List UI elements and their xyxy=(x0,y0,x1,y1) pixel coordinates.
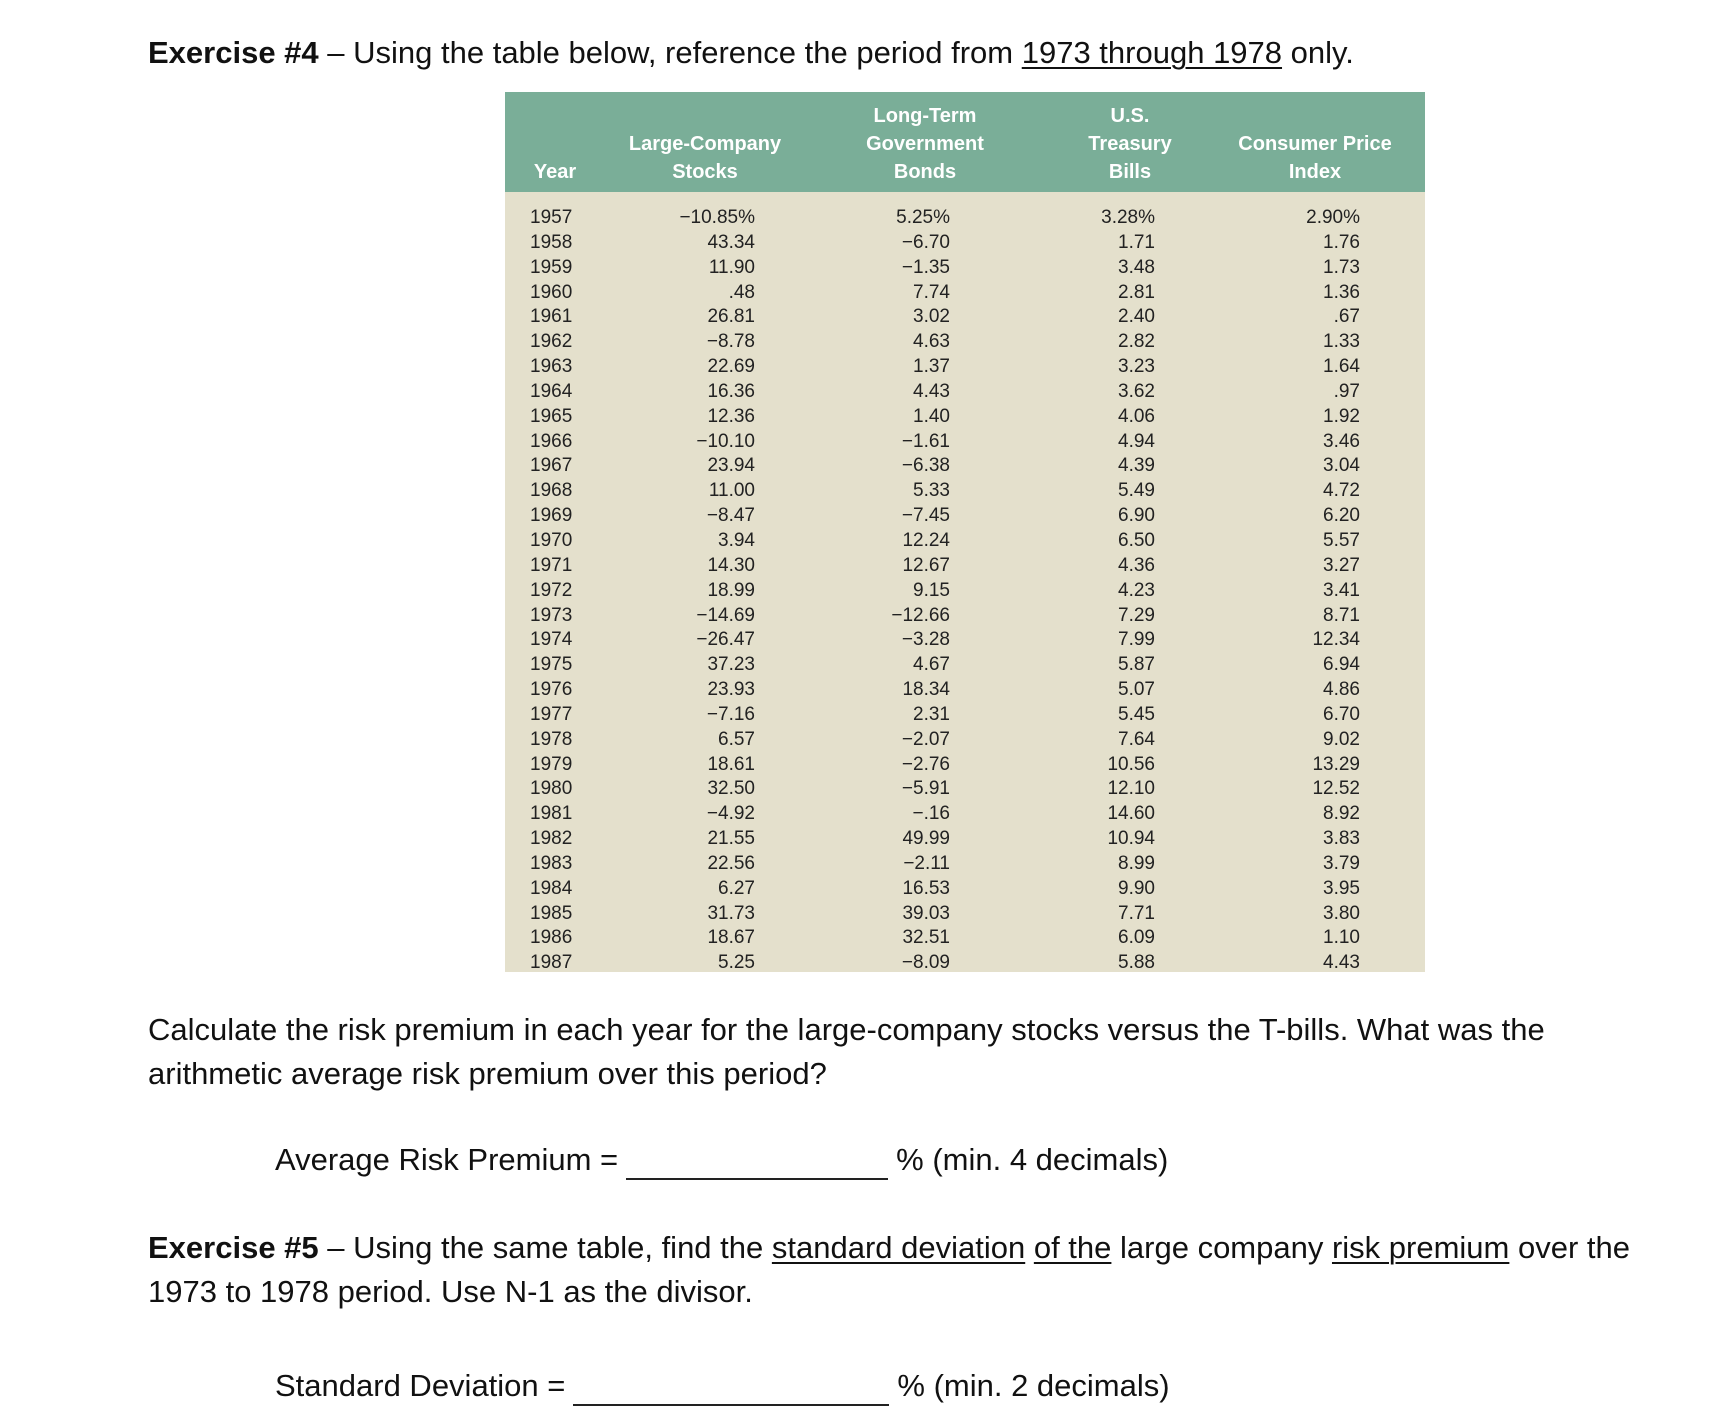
bills-cell: 5.87 xyxy=(1118,654,1155,676)
cpi-cell: 3.80 xyxy=(1323,902,1360,924)
stocks-cell: 18.61 xyxy=(707,753,755,775)
bills-cell: 2.40 xyxy=(1118,306,1155,328)
stocks-cell: −14.69 xyxy=(696,604,755,626)
cpi-cell: 4.86 xyxy=(1323,679,1360,701)
stocks-column xyxy=(655,206,755,976)
stocks-cell: 18.67 xyxy=(707,927,755,949)
exercise4-intro: Using the table below, reference the period from xyxy=(353,35,1022,70)
cpi-cell: 1.76 xyxy=(1323,231,1360,253)
bonds-cell: −3.28 xyxy=(901,629,950,651)
bonds-cell: −.16 xyxy=(912,803,950,825)
stocks-cell: 6.57 xyxy=(718,728,755,750)
bonds-cell: 39.03 xyxy=(902,902,950,924)
question4-line2: arithmetic average risk premium over this period? xyxy=(148,1056,827,1091)
question4-line1: Calculate the risk premium in each year for the large-company stocks versus the T-bills. What was the xyxy=(148,1012,1545,1047)
standard-deviation-blank[interactable] xyxy=(573,1374,889,1406)
bills-cell: 7.99 xyxy=(1118,629,1155,651)
bonds-cell: 2.31 xyxy=(913,703,950,725)
stocks-cell: 43.34 xyxy=(707,231,755,253)
year-cell: 1987 xyxy=(530,952,573,974)
year-cell: 1972 xyxy=(530,579,573,601)
exercise5-text-a: Using the same table, find the xyxy=(353,1230,772,1265)
cpi-cell: 3.46 xyxy=(1323,430,1360,452)
bills-cell: 10.56 xyxy=(1107,753,1155,775)
year-cell: 1985 xyxy=(530,902,573,924)
average-risk-premium-blank[interactable] xyxy=(626,1148,888,1180)
year-cell: 1964 xyxy=(530,380,573,402)
bills-cell: 2.81 xyxy=(1118,281,1155,303)
bonds-cell: 5.33 xyxy=(913,480,950,502)
answer5-suffix: % (min. 2 decimals) xyxy=(897,1368,1170,1403)
year-cell: 1965 xyxy=(530,405,573,427)
exercise5-line2: 1973 to 1978 period. Use N-1 as the divisor. xyxy=(148,1274,753,1309)
year-cell: 1979 xyxy=(530,753,573,775)
stocks-cell: −10.10 xyxy=(696,430,755,452)
bills-cell: 1.71 xyxy=(1118,231,1155,253)
stocks-cell: 18.99 xyxy=(707,579,755,601)
header-cpi: Consumer Price Index xyxy=(1238,133,1392,183)
header-stocks: Large-Company Stocks xyxy=(628,133,782,183)
bonds-cell: 16.53 xyxy=(902,877,950,899)
cpi-column xyxy=(1260,206,1360,976)
exercise5-std-dev: standard deviation xyxy=(771,1230,1026,1265)
stocks-cell: 23.94 xyxy=(707,455,755,477)
bonds-cell: 4.63 xyxy=(913,331,950,353)
bonds-cell: −1.35 xyxy=(901,256,950,278)
bonds-cell: −2.07 xyxy=(901,728,950,750)
bonds-cell: 1.37 xyxy=(913,356,950,378)
year-cell: 1976 xyxy=(530,679,573,701)
stocks-cell: −7.16 xyxy=(706,703,755,725)
bills-cell: 4.06 xyxy=(1118,405,1155,427)
bonds-cell: 12.24 xyxy=(902,529,950,551)
year-cell: 1986 xyxy=(530,927,573,949)
bonds-cell: −12.66 xyxy=(891,604,950,626)
bonds-cell: 1.40 xyxy=(913,405,950,427)
cpi-cell: 13.29 xyxy=(1312,753,1360,775)
cpi-cell: 3.04 xyxy=(1323,455,1360,477)
year-cell: 1970 xyxy=(530,529,573,551)
header-bonds: Long-Term Government Bonds xyxy=(866,105,984,183)
cpi-cell: 1.64 xyxy=(1323,356,1360,378)
stocks-cell: 21.55 xyxy=(707,828,755,850)
year-cell: 1969 xyxy=(530,505,573,527)
bills-cell: 7.29 xyxy=(1118,604,1155,626)
year-column xyxy=(530,206,600,976)
stocks-cell: 11.00 xyxy=(708,480,755,502)
cpi-cell: 3.27 xyxy=(1323,554,1360,576)
exercise5-line1 xyxy=(148,1228,1630,1268)
stocks-cell: 12.36 xyxy=(707,405,755,427)
cpi-cell: 8.71 xyxy=(1323,604,1360,626)
year-cell: 1980 xyxy=(530,778,573,800)
exercise5-of-the: of the xyxy=(1033,1230,1112,1265)
bonds-cell: −7.45 xyxy=(901,505,950,527)
stocks-cell: 22.69 xyxy=(707,356,755,378)
year-cell: 1968 xyxy=(530,480,573,502)
bills-cell: 4.23 xyxy=(1118,579,1155,601)
cpi-cell: .97 xyxy=(1333,380,1360,402)
answer5-row xyxy=(275,1366,1170,1406)
bills-cell: 9.90 xyxy=(1118,877,1155,899)
bonds-column xyxy=(850,206,950,976)
table-header xyxy=(505,92,1425,192)
bills-cell: 3.28% xyxy=(1101,207,1155,228)
bonds-cell: −2.11 xyxy=(903,852,950,874)
bills-cell: 6.50 xyxy=(1118,529,1155,551)
bonds-cell: 7.74 xyxy=(913,281,950,303)
exercise4-heading xyxy=(148,33,1354,73)
stocks-cell: −4.92 xyxy=(706,803,755,825)
stocks-cell: 22.56 xyxy=(707,852,755,874)
stocks-cell: 26.81 xyxy=(707,306,755,328)
bills-cell: 12.10 xyxy=(1107,778,1155,800)
bonds-cell: 5.25% xyxy=(896,207,950,228)
stocks-cell: 16.36 xyxy=(707,380,755,402)
year-cell: 1978 xyxy=(530,728,573,750)
bonds-cell: 32.51 xyxy=(902,927,950,949)
bills-cell: 4.94 xyxy=(1118,430,1155,452)
cpi-cell: 1.73 xyxy=(1323,256,1360,278)
cpi-cell: 6.20 xyxy=(1323,505,1360,527)
year-cell: 1959 xyxy=(530,256,573,278)
bills-cell: 3.62 xyxy=(1118,380,1155,402)
year-cell: 1961 xyxy=(530,306,573,328)
year-cell: 1982 xyxy=(530,828,573,850)
exercise5-space xyxy=(1025,1230,1034,1265)
stocks-cell: 31.73 xyxy=(707,902,755,924)
year-cell: 1958 xyxy=(530,231,573,253)
bills-cell: 5.88 xyxy=(1118,952,1155,974)
cpi-cell: 12.34 xyxy=(1312,629,1360,651)
year-cell: 1973 xyxy=(530,604,573,626)
cpi-cell: 1.92 xyxy=(1323,405,1360,427)
exercise5-dash: – xyxy=(318,1230,354,1265)
bonds-cell: 9.15 xyxy=(913,579,950,601)
year-cell: 1957 xyxy=(530,207,573,228)
exercise4-intro-end: only. xyxy=(1282,35,1354,70)
bills-cell: 5.45 xyxy=(1118,703,1155,725)
year-cell: 1975 xyxy=(530,654,573,676)
bonds-cell: −1.61 xyxy=(901,430,950,452)
header-bills: U.S. Treasury Bills xyxy=(1088,105,1172,183)
year-cell: 1963 xyxy=(530,356,573,378)
bills-column xyxy=(1055,206,1155,976)
bills-cell: 6.90 xyxy=(1118,505,1155,527)
cpi-cell: 3.41 xyxy=(1323,579,1360,601)
year-cell: 1977 xyxy=(530,703,573,725)
year-cell: 1974 xyxy=(530,629,573,651)
exercise4-label: Exercise #4 xyxy=(148,35,319,70)
stocks-cell: 37.23 xyxy=(707,654,755,676)
cpi-cell: 4.43 xyxy=(1323,952,1360,974)
bonds-cell: −8.09 xyxy=(901,952,950,974)
year-cell: 1983 xyxy=(530,852,573,874)
bills-cell: 2.82 xyxy=(1118,331,1155,353)
exercise5-risk-premium: risk premium xyxy=(1331,1230,1510,1265)
bills-cell: 7.71 xyxy=(1118,902,1155,924)
stocks-cell: −8.78 xyxy=(706,331,755,353)
cpi-cell: 3.95 xyxy=(1323,877,1360,899)
year-cell: 1966 xyxy=(530,430,573,452)
bonds-cell: −2.76 xyxy=(901,753,950,775)
bills-cell: 10.94 xyxy=(1107,828,1155,850)
bonds-cell: 4.67 xyxy=(913,654,950,676)
bills-cell: 3.23 xyxy=(1118,356,1155,378)
returns-table xyxy=(505,92,1425,972)
cpi-cell: 5.57 xyxy=(1323,529,1360,551)
cpi-cell: 12.52 xyxy=(1312,778,1360,800)
bonds-cell: −6.38 xyxy=(901,455,950,477)
cpi-cell: 1.36 xyxy=(1323,281,1360,303)
bonds-cell: −5.91 xyxy=(901,778,950,800)
exercise5-label: Exercise #5 xyxy=(148,1230,319,1265)
year-cell: 1971 xyxy=(530,554,573,576)
cpi-cell: 8.92 xyxy=(1323,803,1360,825)
stocks-cell: −8.47 xyxy=(706,505,755,527)
year-cell: 1960 xyxy=(530,281,573,303)
cpi-cell: 3.83 xyxy=(1323,828,1360,850)
stocks-cell: .48 xyxy=(728,281,755,303)
answer4-row xyxy=(275,1140,1168,1180)
cpi-cell: 9.02 xyxy=(1323,728,1360,750)
stocks-cell: 11.90 xyxy=(708,256,755,278)
cpi-cell: 2.90% xyxy=(1306,207,1360,228)
answer4-label: Average Risk Premium = xyxy=(275,1142,619,1177)
exercise4-period: 1973 through 1978 xyxy=(1021,35,1283,70)
cpi-cell: .67 xyxy=(1333,306,1360,328)
cpi-cell: 6.94 xyxy=(1323,654,1360,676)
bonds-cell: 3.02 xyxy=(913,306,950,328)
year-cell: 1962 xyxy=(530,331,573,353)
cpi-cell: 6.70 xyxy=(1323,703,1360,725)
bills-cell: 8.99 xyxy=(1118,852,1155,874)
exercise5-text-c: over the xyxy=(1509,1230,1630,1265)
bills-cell: 3.48 xyxy=(1118,256,1155,278)
stocks-cell: −26.47 xyxy=(696,629,755,651)
stocks-cell: 5.25 xyxy=(718,952,755,974)
answer4-suffix: % (min. 4 decimals) xyxy=(896,1142,1169,1177)
stocks-cell: 14.30 xyxy=(707,554,755,576)
bills-cell: 6.09 xyxy=(1118,927,1155,949)
bills-cell: 4.36 xyxy=(1118,554,1155,576)
bills-cell: 5.07 xyxy=(1118,679,1155,701)
header-year: Year xyxy=(533,161,577,183)
bills-cell: 14.60 xyxy=(1107,803,1155,825)
bonds-cell: −6.70 xyxy=(901,231,950,253)
year-cell: 1984 xyxy=(530,877,573,899)
bills-cell: 5.49 xyxy=(1118,480,1155,502)
stocks-cell: 6.27 xyxy=(718,877,755,899)
cpi-cell: 3.79 xyxy=(1323,852,1360,874)
bonds-cell: 12.67 xyxy=(902,554,950,576)
bills-cell: 7.64 xyxy=(1118,728,1155,750)
bonds-cell: 4.43 xyxy=(913,380,950,402)
stocks-cell: 23.93 xyxy=(707,679,755,701)
stocks-cell: −10.85% xyxy=(679,207,755,228)
year-cell: 1967 xyxy=(530,455,573,477)
exercise5-text-b: large company xyxy=(1111,1230,1332,1265)
bills-cell: 4.39 xyxy=(1118,455,1155,477)
exercise4-dash: – xyxy=(318,35,354,70)
cpi-cell: 1.10 xyxy=(1323,927,1360,949)
stocks-cell: 3.94 xyxy=(718,529,755,551)
cpi-cell: 1.33 xyxy=(1323,331,1360,353)
answer5-label: Standard Deviation = xyxy=(275,1368,566,1403)
cpi-cell: 4.72 xyxy=(1323,480,1360,502)
stocks-cell: 32.50 xyxy=(707,778,755,800)
bonds-cell: 18.34 xyxy=(902,679,950,701)
bonds-cell: 49.99 xyxy=(902,828,950,850)
year-cell: 1981 xyxy=(530,803,573,825)
